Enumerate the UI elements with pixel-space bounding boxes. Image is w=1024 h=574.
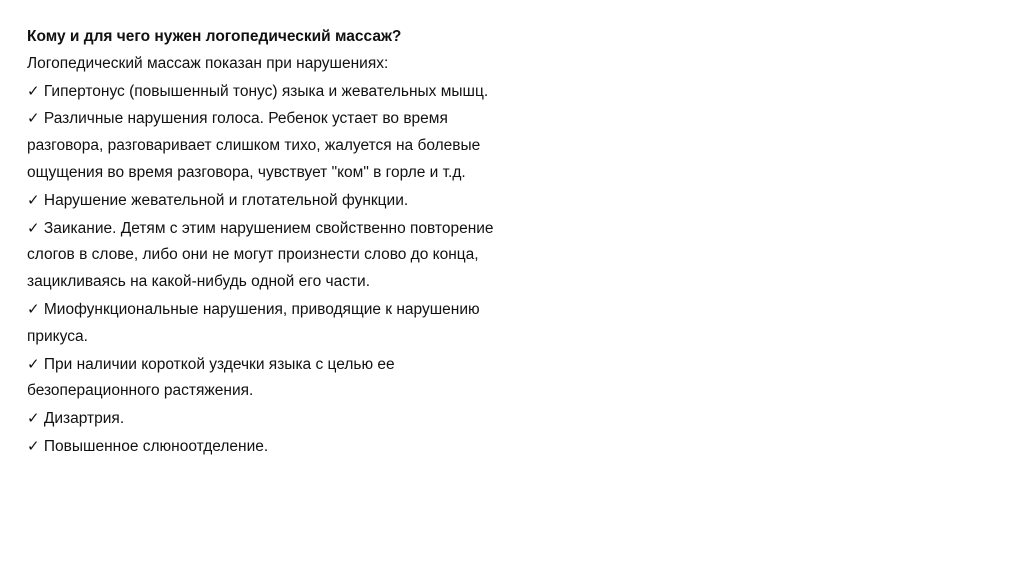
list-item-text: При наличии короткой уздечки языка с целью ее безоперационного растяжения. (27, 355, 395, 400)
list-item (27, 351, 527, 406)
check-icon: ✓ (27, 109, 40, 128)
check-icon: ✓ (27, 354, 40, 373)
check-icon: ✓ (27, 81, 40, 100)
list-item (27, 405, 527, 433)
list-item (27, 187, 527, 215)
check-icon: ✓ (27, 409, 40, 428)
list-item (27, 105, 527, 186)
list-item-text: Дизартрия. (43, 410, 125, 428)
list-item (27, 78, 527, 106)
check-icon: ✓ (27, 190, 40, 209)
check-icon: ✓ (27, 218, 40, 237)
list-item (27, 433, 527, 461)
slide-title: Кому и для чего нужен логопедический массаж? (27, 28, 402, 45)
list-item-text: Миофункциональные нарушения, приводящие к нарушению прикуса. (27, 300, 480, 345)
list-item-text: Заикание. Детям с этим нарушением свойственно повторение слогов в слове, либо они не могут произнести слово до конца, зацикливаясь на какой-нибудь одной его части. (27, 219, 494, 291)
list-item-text: Нарушение жевательной и глотательной функции. (43, 191, 409, 209)
list-item-text: Повышенное слюноотделение. (43, 437, 269, 455)
list-item (27, 215, 527, 296)
list-item (27, 296, 527, 351)
list-item-text: Различные нарушения голоса. Ребенок устает во время разговора, разговаривает слишком тихо, жалуется на болевые ощущения во время разговора, чувствует "ком" в горле и т.д. (27, 110, 481, 181)
intro-text: Логопедический массаж показан при нарушениях: (27, 54, 389, 72)
slide-text-block (27, 24, 527, 461)
check-icon: ✓ (27, 299, 40, 318)
indications-list (27, 78, 527, 461)
check-icon: ✓ (27, 436, 40, 455)
list-item-text: Гипертонус (повышенный тонус) языка и жевательных мышц. (43, 82, 489, 100)
